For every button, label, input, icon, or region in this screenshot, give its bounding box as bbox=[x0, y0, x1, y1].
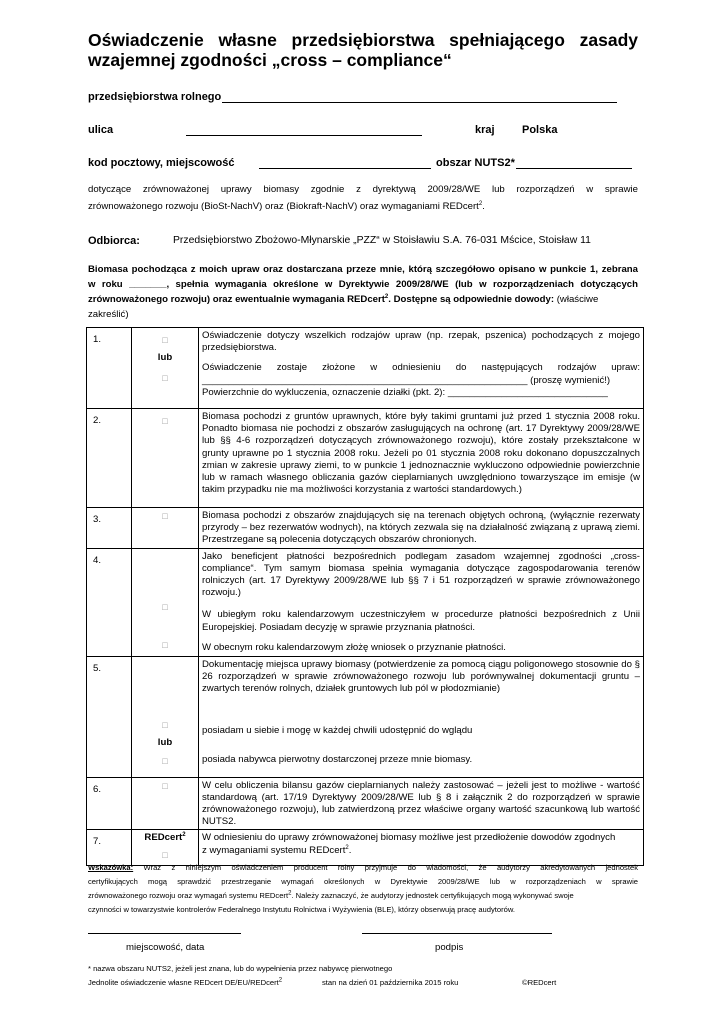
checkbox[interactable]: □ bbox=[162, 756, 168, 767]
checkbox-cell bbox=[132, 656, 199, 777]
or-label: lub bbox=[157, 352, 173, 364]
row-text-1: Jako beneficjent płatności bezpośrednich podlegam zasadom wzajemnej zgodności „cross-compliance“. Tym samym biomasa spełnia wymagania dotyczące zagospodarowania terenów rolniczych (art. 17 Dyrektywy 2009/28/WE lub §§ 7 i 51 rozporządzeń w sprawie zrównoważonego rozwoju.) bbox=[202, 550, 640, 599]
table-row bbox=[87, 409, 644, 508]
row-text: Biomasa pochodzi z gruntów uprawnych, które były takimi gruntami już przed 1 stycznia 2008 roku. Ponadto biomasa nie pochodzi z obszarów zasługujących na ochronę (art. 17 Dyrektywy 2009/28/WE lub §§ 4-6 rozporządzeń dotyczących zrównoważonego rozwoju), które zostały przekształcone w grunty uprawne po 1 stycznia 2008 roku. Jeżeli po 01 stycznia 2008 roku dokonano dopuszczalnych zmian w zakresie uprawy ziemi, to w punkcie 1 jednoznacznie wykluczono odpowiednie powierzchnie lub w ramach własnego obliczania gazów cieplarnianych uwzględniono towarzyszące im emisje (w takim przypadku nie ma możliwości korzystania z wartości standardowych.) bbox=[199, 409, 644, 508]
row-number: 4. bbox=[87, 548, 132, 656]
checkbox-cell bbox=[132, 548, 199, 656]
row-text bbox=[199, 830, 644, 866]
signature-line[interactable] bbox=[362, 933, 552, 934]
street-field[interactable] bbox=[186, 125, 422, 136]
table-row bbox=[87, 328, 644, 409]
row-number: 3. bbox=[87, 508, 132, 549]
nuts-label: obszar NUTS2* bbox=[436, 157, 515, 169]
checkbox-cell bbox=[132, 508, 199, 549]
note-line-1: Wskazówka: Wraz z niniejszym oświadczeniem producent rolny przyjmuje do wiadomości, że audytorzy akredytowanych jednostek bbox=[88, 863, 638, 872]
recipient-value: Przedsiębiorstwo Zbożowo-Młynarskie „PZZ“ w Stoisławiu S.A. 76-031 Mścice, Stoisław 11 bbox=[173, 235, 591, 246]
row-text-1: W odniesieniu do uprawy zrównoważonej biomasy możliwe jest przedłożenie dowodów zgodnych bbox=[202, 832, 616, 844]
row-text-1: Dokumentację miejsca uprawy biomasy (potwierdzenie za pomocą ciągu poligonowego stosownie do § 26 rozporządzeń w sprawie zrównoważonego rozwoju lub porównywalnej dokumentacji gruntu – zwartych terenów rolnych, działek gruntowych lub pól w płodozmianie) bbox=[202, 658, 640, 695]
checkbox-cell bbox=[132, 328, 199, 409]
row-number: 2. bbox=[87, 409, 132, 508]
country-label: kraj bbox=[475, 124, 495, 136]
footer-doc: Jednolite oświadczenie własne REDcert DE/EU/REDcert$^2$ bbox=[88, 977, 283, 987]
row-text-3: posiada nabywca pierwotny dostarczonej przeze mnie biomasy. bbox=[202, 754, 473, 766]
title-line-2: wzajemnej zgodności „cross – compliance“ bbox=[88, 50, 452, 70]
note-line-3: zrównoważonego rozwoju oraz wymagań systemu REDcert$^2$. Należy zaznaczyć, że audytorzy jednostek certyfikujących mogą wykonywać swoje bbox=[88, 890, 574, 900]
company-field[interactable] bbox=[222, 92, 617, 103]
row-text-2: Oświadczenie zostaje złożone w odniesieniu do następujących rodzajów upraw: bbox=[202, 362, 640, 374]
row-text-2: z wymaganiami systemu REDcert$^2$. bbox=[202, 844, 352, 856]
nuts-field[interactable] bbox=[516, 158, 632, 169]
company-label: przedsiębiorstwa rolnego bbox=[88, 91, 222, 103]
footer-date: stan na dzień 01 października 2015 roku bbox=[322, 978, 459, 987]
row-text-2: posiadam u siebie i mogę w każdej chwili udostępnić do wglądu bbox=[202, 725, 473, 737]
redcert-label: REDcert$^2$ bbox=[144, 832, 186, 844]
country-value: Polska bbox=[522, 124, 558, 136]
place-date-line[interactable] bbox=[88, 933, 241, 934]
row-text-3: W obecnym roku kalendarzowym złożę wniosek o przyznanie płatności. bbox=[202, 641, 506, 653]
row-text: W celu obliczenia bilansu gazów cieplarnianych należy zastosować – jeżeli jest to możliwe - wartość standardową (art. 17/19 Dyrektywy 2009/28/WE lub § 8 i załącznik 2 do rozporządzeń w sprawie zrównoważonego rozwoju), lub zatwierdzoną przez właściwe organy wartość szacunkową lub wartość NUTS2. bbox=[199, 777, 644, 830]
table-row bbox=[87, 777, 644, 830]
checkbox[interactable]: □ bbox=[162, 511, 168, 521]
checkbox[interactable]: □ bbox=[162, 780, 168, 791]
checkbox[interactable]: □ bbox=[162, 849, 168, 860]
row-text-4[interactable]: Powierzchnie do wykluczenia, oznaczenie działki (pkt. 2): ______________________________ bbox=[202, 386, 608, 398]
table-row bbox=[87, 656, 644, 777]
checkbox[interactable]: □ bbox=[162, 335, 168, 345]
row-number: 7. bbox=[87, 830, 132, 866]
intro-line-1: dotyczące zrównoważonej uprawy biomasy zgodnie z dyrektywą 2009/28/WE lub rozporządzeń w sprawie bbox=[88, 184, 638, 195]
table-row bbox=[87, 508, 644, 549]
row-text bbox=[199, 656, 644, 777]
row-number: 5. bbox=[87, 656, 132, 777]
intro-line-2: zrównoważonego rozwoju (BioSt-NachV) oraz (Biokraft-NachV) oraz wymaganiami REDcert$^2$. bbox=[88, 200, 485, 212]
row-number: 1. bbox=[87, 328, 132, 409]
declaration-line-1: Biomasa pochodząca z moich upraw oraz dostarczana przeze mnie, którą szczegółowo opisano w punkcie 1, zebrana bbox=[88, 264, 638, 275]
place-date-label: miejscowość, data bbox=[126, 942, 205, 953]
declaration-line-4: zakreślić) bbox=[88, 309, 129, 320]
postal-field[interactable] bbox=[259, 158, 431, 169]
checkbox-cell bbox=[132, 830, 199, 866]
row-text-2: W ubiegłym roku kalendarzowym uczestniczyłem w procedurze płatności bezpośrednich z Unii Europejskiej. Posiadam decyzję w sprawie przyznania płatności. bbox=[202, 609, 640, 633]
declaration-line-3: zrównoważonego rozwoju) oraz ewentualnie wymagania REDcert$^2$. Dostępne są odpowiednie dowody: (właściwe bbox=[88, 293, 599, 305]
checkbox[interactable]: □ bbox=[162, 719, 168, 730]
postal-label: kod pocztowy, miejscowość bbox=[88, 157, 235, 169]
checkbox[interactable]: □ bbox=[162, 416, 168, 426]
evidence-table bbox=[86, 327, 644, 866]
checkbox[interactable]: □ bbox=[162, 373, 168, 384]
footer-copyright: ©REDcert bbox=[522, 978, 557, 987]
table-row bbox=[87, 548, 644, 656]
checkbox[interactable]: □ bbox=[162, 639, 168, 650]
declaration-line-2: w roku _______, spełnia wymagania określone w Dyrektywie 2009/28/WE (lub w rozporządzeniach dotyczących bbox=[88, 279, 638, 290]
row-text-3[interactable]: _____________________________________________________________ (proszę wymienić!) bbox=[202, 374, 611, 386]
row-text-1: Oświadczenie dotyczy wszelkich rodzajów upraw (np. rzepak, pszenica) pochodzących z mojego przedsiębiorstwa. bbox=[202, 330, 640, 354]
or-label: lub bbox=[157, 736, 173, 748]
note-line-4: czynności w towarzystwie kontrolerów Federalnego Instytutu Rolnictwa i Wyżywienia (BLE), którzy obserwują pracę audytorów. bbox=[88, 905, 516, 914]
row-text bbox=[199, 548, 644, 656]
recipient-label: Odbiorca: bbox=[88, 235, 140, 247]
footnote: * nazwa obszaru NUTS2, jeżeli jest znana, lub do wypełnienia przez nabywcę pierwotnego bbox=[88, 964, 393, 973]
checkbox[interactable]: □ bbox=[162, 601, 168, 612]
document-title bbox=[88, 30, 638, 70]
checkbox-cell bbox=[132, 777, 199, 830]
street-label: ulica bbox=[88, 124, 114, 136]
row-text: Biomasa pochodzi z obszarów znajdujących się na terenach objętych ochroną, (wyłącznie rezerwaty przyrody – bez rezerwatów wodnych), na których zezwala się na działalność związaną z uprawą ziemi. Przestrzegane są polecenia dotyczących obszarów chronionych. bbox=[199, 508, 644, 549]
row-text bbox=[199, 328, 644, 409]
title-line-1: Oświadczenie własne przedsiębiorstwa spełniającego zasady bbox=[88, 30, 638, 50]
checkbox-cell bbox=[132, 409, 199, 508]
row-number: 6. bbox=[87, 777, 132, 830]
signature-label: podpis bbox=[435, 942, 464, 953]
note-line-2: certyfikujących mogą sprawdzić przestrzeganie wymagań określonych w Dyrektywie 2009/28/WE lub w rozporządzeniach w sprawie bbox=[88, 877, 638, 886]
table-row bbox=[87, 830, 644, 866]
